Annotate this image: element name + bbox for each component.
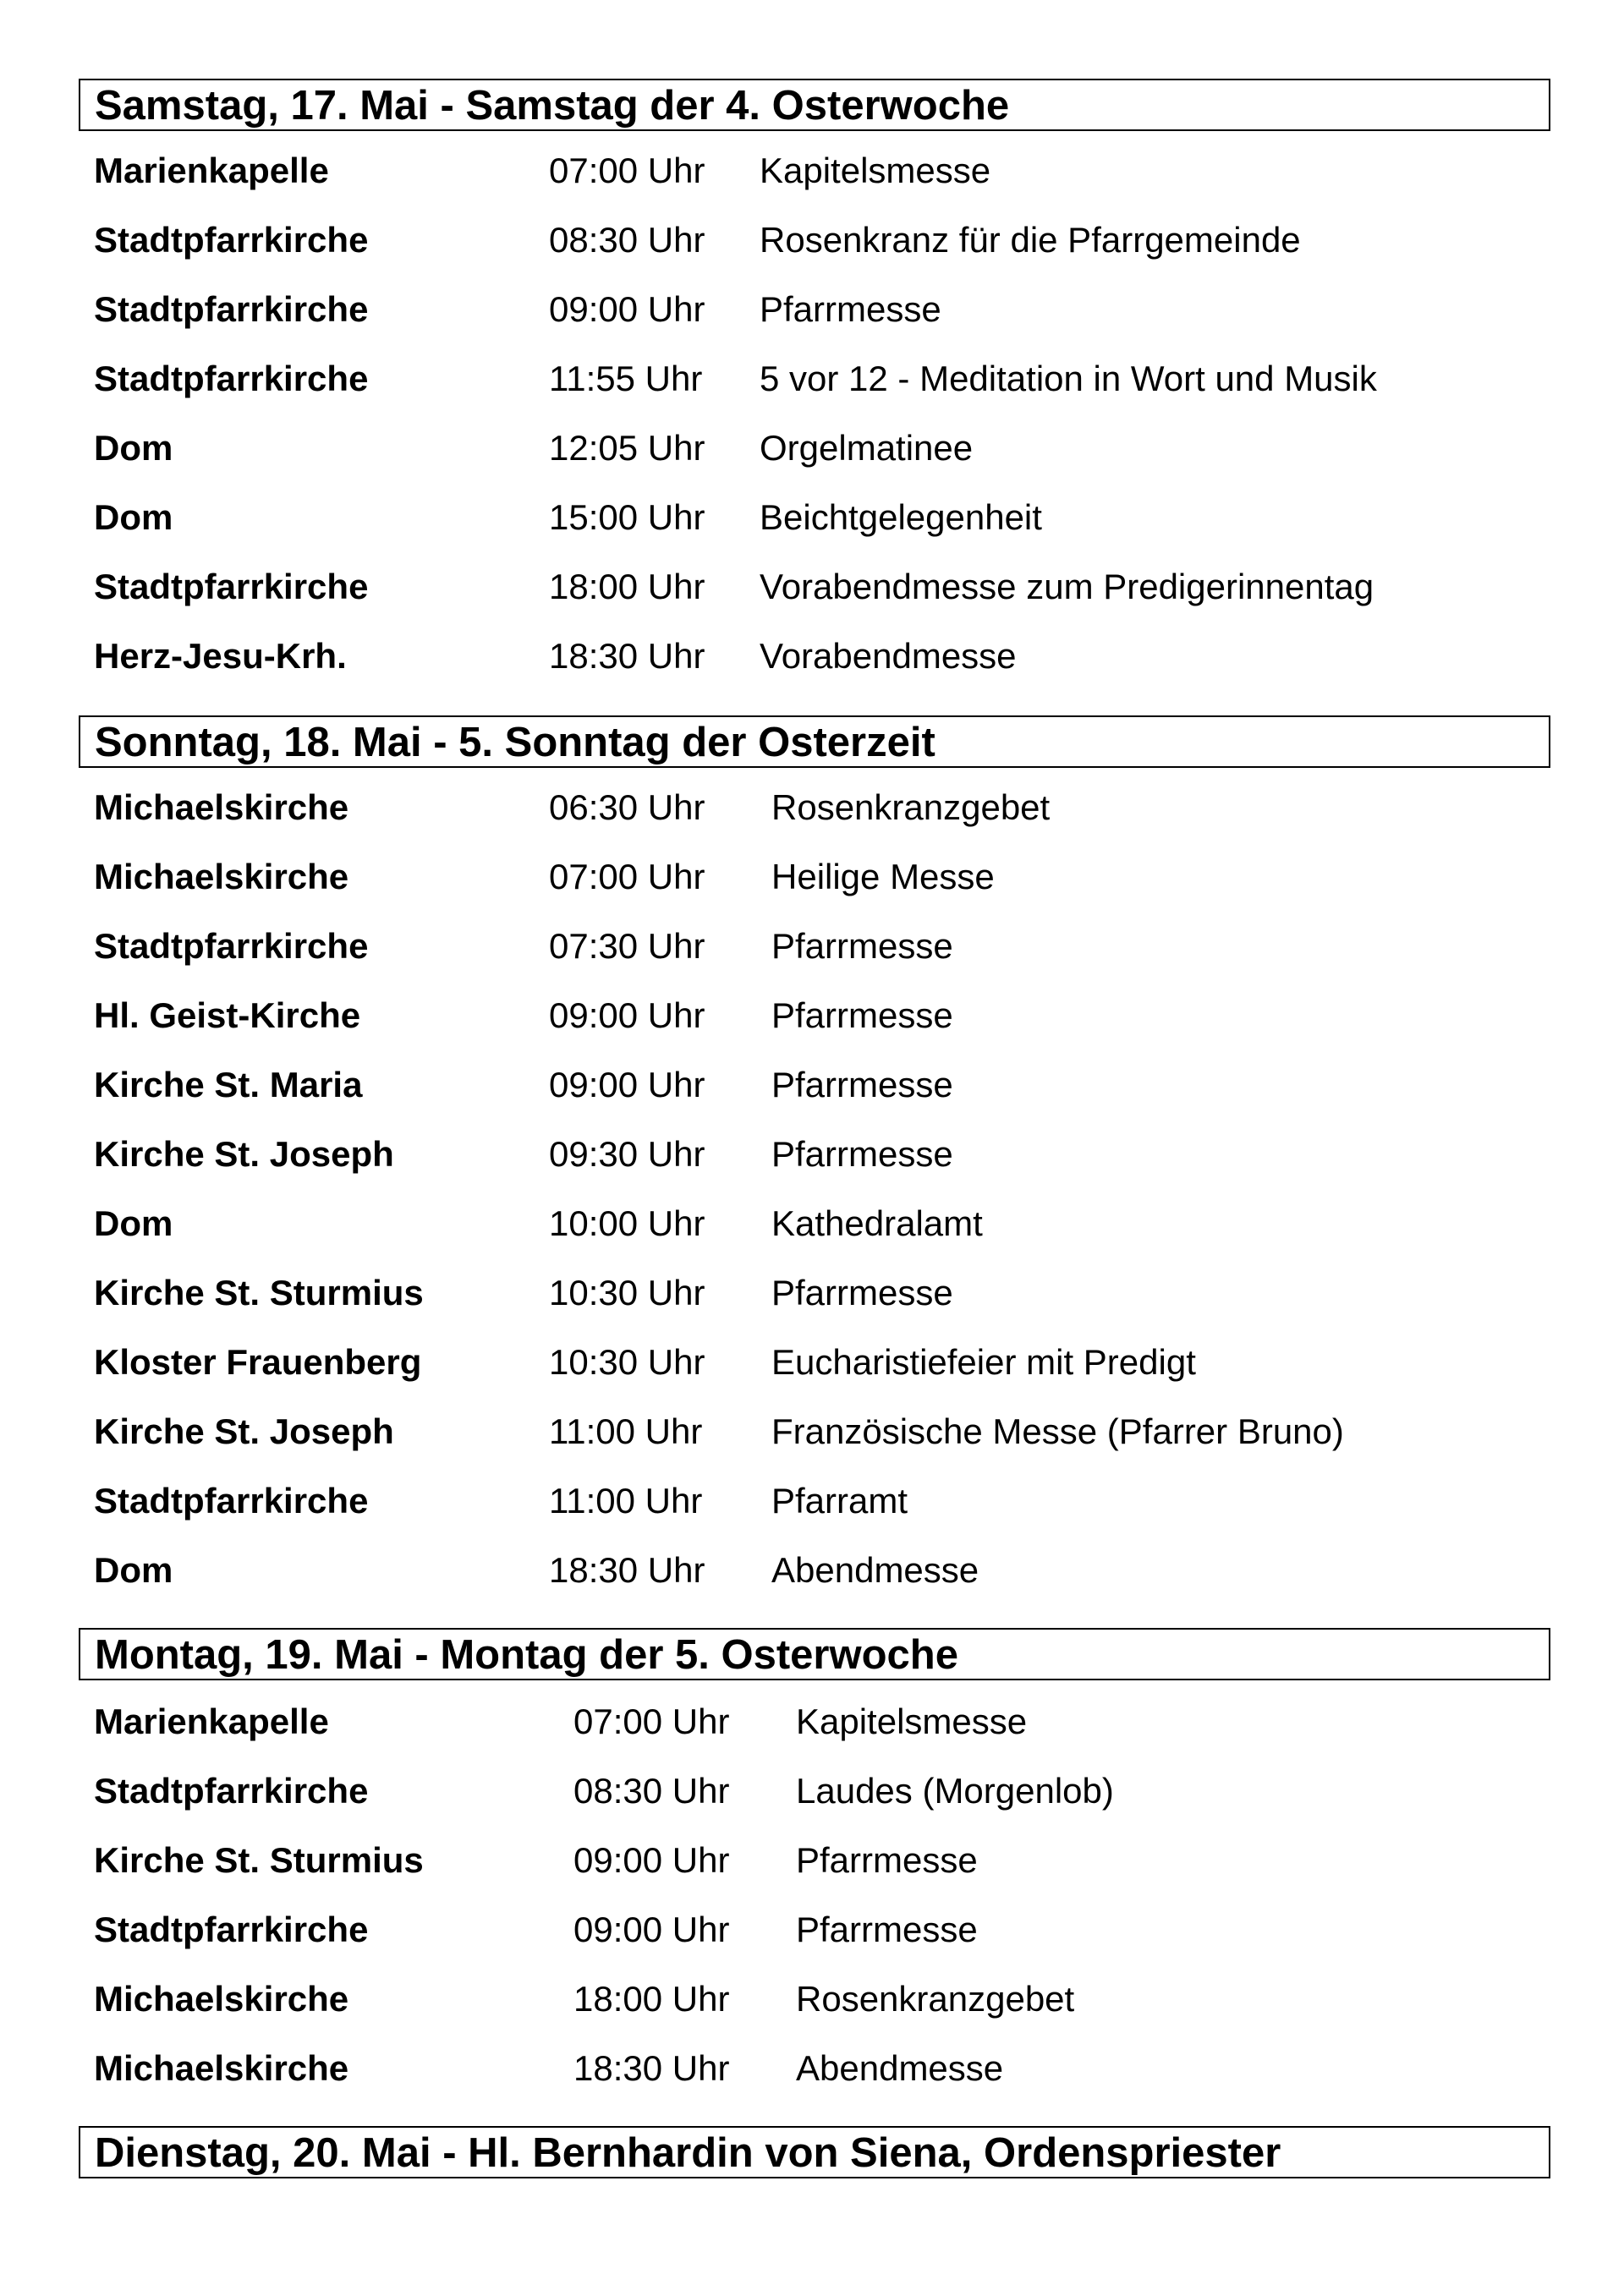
schedule-entry	[0, 1756, 1624, 1826]
entry-time: 07:00 Uhr	[549, 151, 705, 190]
day-heading: Montag, 19. Mai - Montag der 5. Osterwoche	[79, 1628, 1550, 1680]
schedule-entry	[0, 344, 1624, 414]
schedule-entry	[0, 1687, 1624, 1756]
schedule-entry	[0, 1189, 1624, 1258]
entry-location: Stadtpfarrkirche	[94, 1481, 369, 1521]
entry-event: Vorabendmesse zum Predigerinnentag	[760, 567, 1374, 606]
entry-time: 07:00 Uhr	[549, 857, 705, 896]
schedule-entry	[0, 414, 1624, 483]
entry-time: 07:00 Uhr	[573, 1701, 730, 1741]
entry-location: Dom	[94, 428, 173, 468]
schedule-entry	[0, 1258, 1624, 1328]
entry-location: Kirche St. Joseph	[94, 1134, 394, 1174]
entry-time: 18:30 Uhr	[549, 1550, 705, 1590]
entry-time: 07:30 Uhr	[549, 926, 705, 966]
entry-location: Stadtpfarrkirche	[94, 289, 369, 329]
entry-time: 09:00 Uhr	[549, 995, 705, 1035]
day-heading: Dienstag, 20. Mai - Hl. Bernhardin von Siena, Ordenspriester	[79, 2126, 1550, 2178]
entry-time: 18:30 Uhr	[573, 2048, 730, 2088]
schedule-entry	[0, 136, 1624, 205]
entry-location: Michaelskirche	[94, 1979, 349, 2019]
entry-location: Stadtpfarrkirche	[94, 926, 369, 966]
entry-time: 09:00 Uhr	[549, 1065, 705, 1104]
entry-time: 11:00 Uhr	[549, 1481, 703, 1521]
entry-event: Rosenkranzgebet	[771, 787, 1051, 827]
entry-location: Marienkapelle	[94, 1701, 329, 1741]
entry-event: Abendmesse	[796, 2048, 1004, 2088]
entry-time: 12:05 Uhr	[549, 428, 705, 468]
schedule-entry	[0, 912, 1624, 981]
entry-time: 15:00 Uhr	[549, 497, 705, 537]
entry-event: Pfarrmesse	[771, 1134, 953, 1174]
entry-event: Pfarrmesse	[771, 995, 953, 1035]
entry-event: Kathedralamt	[771, 1203, 983, 1243]
entry-time: 09:00 Uhr	[549, 289, 705, 329]
entry-time: 09:00 Uhr	[573, 1910, 730, 1949]
entry-time: 06:30 Uhr	[549, 787, 705, 827]
entry-location: Michaelskirche	[94, 787, 349, 827]
entry-location: Dom	[94, 1203, 173, 1243]
entry-location: Stadtpfarrkirche	[94, 1771, 369, 1811]
schedule-entry	[0, 1964, 1624, 2034]
entry-event: Kapitelsmesse	[760, 151, 991, 190]
entry-event: Pfarrmesse	[796, 1840, 978, 1880]
entry-event: Rosenkranz für die Pfarrgemeinde	[760, 220, 1301, 260]
entry-event: Pfarrmesse	[796, 1910, 978, 1949]
entry-location: Kloster Frauenberg	[94, 1342, 422, 1382]
entry-event: Abendmesse	[771, 1550, 979, 1590]
entry-location: Stadtpfarrkirche	[94, 220, 369, 260]
entry-event: Laudes (Morgenlob)	[796, 1771, 1114, 1811]
entry-time: 18:00 Uhr	[573, 1979, 730, 2019]
entry-time: 10:00 Uhr	[549, 1203, 705, 1243]
entry-event: Pfarramt	[771, 1481, 908, 1521]
entry-event: Pfarrmesse	[760, 289, 941, 329]
entry-location: Kirche St. Sturmius	[94, 1840, 424, 1880]
entry-event: Beichtgelegenheit	[760, 497, 1042, 537]
entry-time: 18:30 Uhr	[549, 636, 705, 676]
entry-time: 10:30 Uhr	[549, 1342, 705, 1382]
entry-event: Pfarrmesse	[771, 1065, 953, 1104]
entry-location: Kirche St. Sturmius	[94, 1273, 424, 1312]
entry-location: Stadtpfarrkirche	[94, 567, 369, 606]
schedule-entry	[0, 1466, 1624, 1536]
entry-event: 5 vor 12 - Meditation in Wort und Musik	[760, 359, 1377, 398]
entry-location: Stadtpfarrkirche	[94, 359, 369, 398]
schedule-entry	[0, 1120, 1624, 1189]
entry-location: Stadtpfarrkirche	[94, 1910, 369, 1949]
schedule-entry	[0, 552, 1624, 622]
schedule-entry	[0, 773, 1624, 842]
entry-event: Vorabendmesse	[760, 636, 1017, 676]
entry-event: Pfarrmesse	[771, 1273, 953, 1312]
entry-location: Marienkapelle	[94, 151, 329, 190]
entry-event: Rosenkranzgebet	[796, 1979, 1075, 2019]
day-heading: Sonntag, 18. Mai - 5. Sonntag der Osterzeit	[79, 715, 1550, 768]
entry-time: 08:30 Uhr	[573, 1771, 730, 1811]
entry-time: 10:30 Uhr	[549, 1273, 705, 1312]
schedule-entry	[0, 622, 1624, 691]
entry-event: Orgelmatinee	[760, 428, 974, 468]
schedule-entry	[0, 1536, 1624, 1605]
entry-location: Dom	[94, 497, 173, 537]
entry-location: Dom	[94, 1550, 173, 1590]
schedule-entry	[0, 2034, 1624, 2103]
schedule-entry	[0, 1328, 1624, 1397]
schedule-entry	[0, 1050, 1624, 1120]
schedule-entry	[0, 205, 1624, 275]
entry-location: Herz-Jesu-Krh.	[94, 636, 347, 676]
entry-time: 08:30 Uhr	[549, 220, 705, 260]
entry-location: Michaelskirche	[94, 2048, 349, 2088]
schedule-entry	[0, 1397, 1624, 1466]
entry-time: 18:00 Uhr	[549, 567, 705, 606]
entry-event: Kapitelsmesse	[796, 1701, 1028, 1741]
entry-location: Kirche St. Maria	[94, 1065, 363, 1104]
schedule-entry	[0, 1826, 1624, 1895]
entry-time: 09:00 Uhr	[573, 1840, 730, 1880]
entry-time: 09:30 Uhr	[549, 1134, 705, 1174]
entry-time: 11:00 Uhr	[549, 1411, 703, 1451]
schedule-entry	[0, 275, 1624, 344]
entry-event: Eucharistiefeier mit Predigt	[771, 1342, 1196, 1382]
entry-time: 11:55 Uhr	[549, 359, 703, 398]
schedule-entry	[0, 483, 1624, 552]
day-heading: Samstag, 17. Mai - Samstag der 4. Osterwoche	[79, 79, 1550, 131]
schedule-entry	[0, 981, 1624, 1050]
entry-location: Kirche St. Joseph	[94, 1411, 394, 1451]
schedule-entry	[0, 1895, 1624, 1964]
entry-location: Hl. Geist-Kirche	[94, 995, 361, 1035]
entry-event: Französische Messe (Pfarrer Bruno)	[771, 1411, 1344, 1451]
entry-location: Michaelskirche	[94, 857, 349, 896]
schedule-entry	[0, 842, 1624, 912]
entry-event: Pfarrmesse	[771, 926, 953, 966]
entry-event: Heilige Messe	[771, 857, 995, 896]
